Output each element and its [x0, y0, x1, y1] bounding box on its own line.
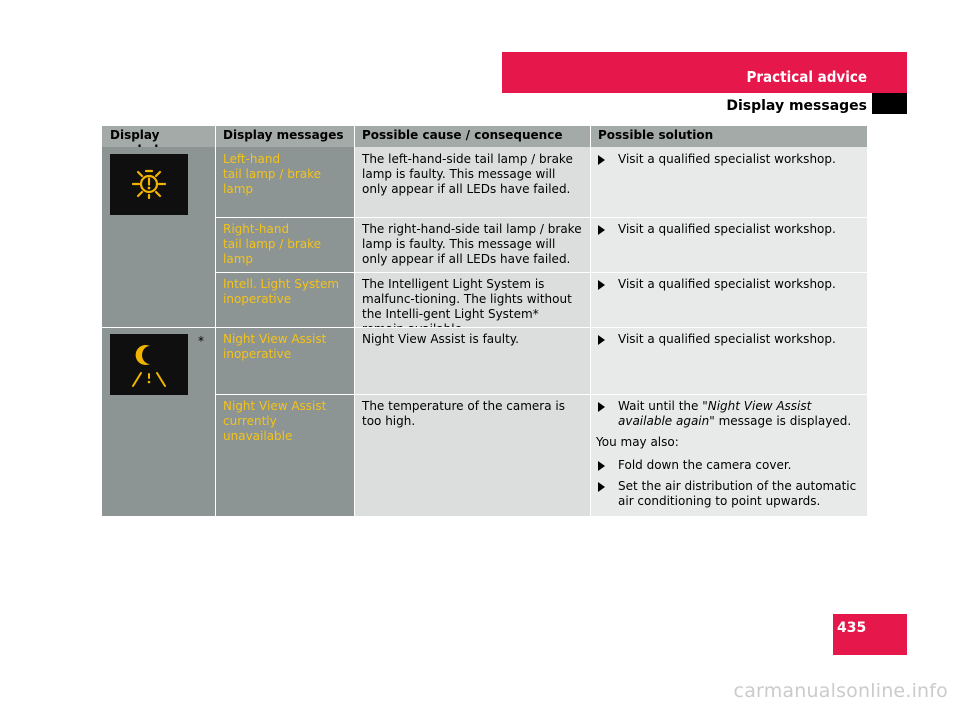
solution-step: Fold down the camera cover.	[596, 458, 859, 473]
message-line: Night View Assist	[223, 399, 327, 413]
column-divider	[590, 126, 591, 516]
row-divider	[215, 394, 867, 395]
solution-step: Visit a qualified specialist workshop.	[596, 332, 859, 347]
night-view-icon	[110, 334, 188, 395]
solution-step: Visit a qualified specialist workshop.	[596, 152, 859, 167]
arrow-bullet-icon	[598, 225, 605, 235]
solution-cell	[590, 394, 867, 516]
message-line: currently unavailable	[223, 414, 293, 443]
solution-step: Visit a qualified specialist workshop.	[596, 222, 859, 237]
display-messages-table	[102, 126, 867, 516]
message-line: Left-hand	[223, 152, 281, 166]
cause-cell: The Intelligent Light System is malfunc-tioning. The lights without the Intelli-gent Light System*	[354, 272, 590, 327]
message-cell	[215, 147, 354, 217]
column-header-symbol: Display	[102, 126, 215, 147]
message-cell	[215, 217, 354, 272]
solution-step: Visit a qualified specialist workshop.	[596, 277, 859, 292]
arrow-bullet-icon	[598, 461, 605, 471]
solution-cell	[590, 217, 867, 272]
column-divider	[354, 126, 355, 516]
lamp-warning-icon	[110, 154, 188, 215]
message-line: tail lamp / brake lamp	[223, 167, 322, 196]
section-title: Practical advice	[746, 68, 867, 86]
page-number-box	[833, 614, 907, 655]
arrow-bullet-icon	[598, 155, 605, 165]
footnote-marker: *	[198, 334, 204, 348]
cause-cell: Night View Assist is faulty.	[354, 327, 590, 394]
column-header-messages: Display messages	[215, 126, 354, 147]
solution-note: You may also:	[596, 435, 679, 449]
watermark: carmanualsonline.info	[733, 680, 948, 702]
message-line: inoperative	[223, 292, 292, 306]
column-header-cause: Possible cause / consequence	[354, 126, 590, 147]
cause-cell: The left-hand-side tail lamp / brake lamp is faulty. This message will only appear if all LEDs have failed.	[354, 147, 590, 217]
row-divider	[215, 272, 867, 273]
thumb-tab	[872, 93, 907, 114]
message-line: inoperative	[223, 347, 292, 361]
arrow-bullet-icon	[598, 280, 605, 290]
message-line: Right-hand	[223, 222, 290, 236]
solution-cell	[590, 272, 867, 327]
solution-step: Set the air distribution of the automatic air conditioning to point upwards.	[596, 479, 859, 509]
symbol-cell-lamp	[102, 147, 215, 327]
page-number: 435	[837, 620, 867, 636]
solution-cell	[590, 147, 867, 217]
arrow-bullet-icon	[598, 402, 605, 412]
page-title: Display messages	[726, 98, 867, 114]
message-cell	[215, 272, 354, 327]
message-cell	[215, 327, 354, 394]
message-cell	[215, 394, 354, 516]
cause-cell: The temperature of the camera is too high.	[354, 394, 590, 516]
row-divider	[215, 217, 867, 218]
arrow-bullet-icon	[598, 482, 605, 492]
arrow-bullet-icon	[598, 335, 605, 345]
cause-cell: The right-hand-side tail lamp / brake lamp is faulty. This message will only appear if all LEDs have failed.	[354, 217, 590, 272]
message-line: Intell. Light System	[223, 277, 340, 291]
message-line: tail lamp / brake lamp	[223, 237, 322, 266]
message-line: Night View Assist	[223, 332, 327, 346]
column-header-solution: Possible solution	[590, 126, 867, 147]
column-divider	[215, 126, 216, 516]
row-divider	[102, 327, 867, 328]
solution-cell	[590, 327, 867, 394]
solution-step: Wait until the "Night View Assist available again" message is displayed.	[596, 399, 859, 429]
symbol-cell-night-view	[102, 327, 215, 516]
